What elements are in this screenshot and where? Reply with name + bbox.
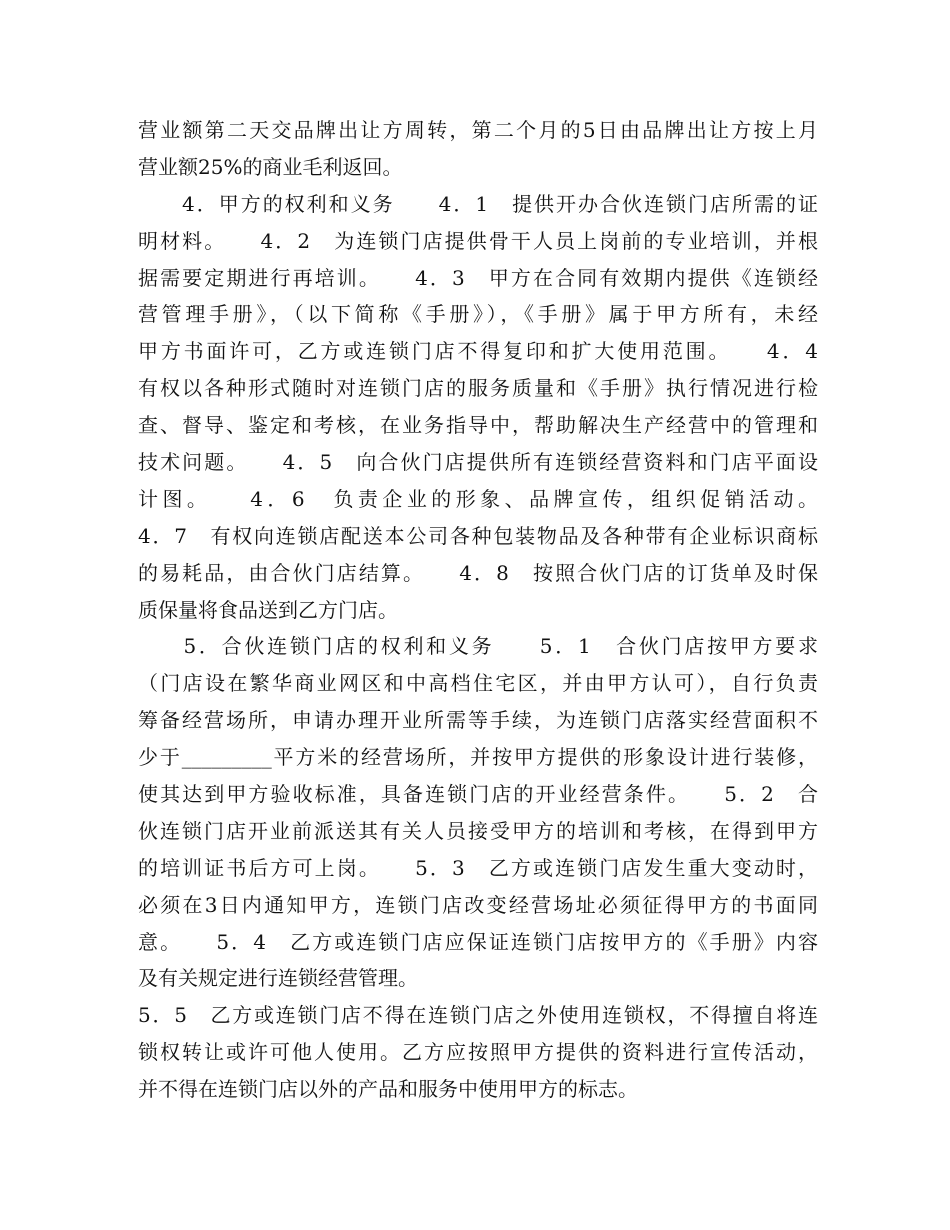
text-line: 质保量将食品送到乙方门店。	[138, 597, 398, 622]
text-line: 的培训证书后方可上岗。 5．3 乙方或连锁门店发生重大变动时，	[138, 855, 818, 880]
text-line: 锁权转让或许可他人使用。乙方应按照甲方提供的资料进行宣传活动，	[138, 1040, 818, 1065]
text-line: 必须在3日内通知甲方，连锁门店改变经营场址必须征得甲方的书面同	[138, 892, 818, 917]
text-line: 明材料。 4．2 为连锁门店提供骨干人员上岗前的专业培训，并根	[138, 228, 818, 253]
text-line: 据需要定期进行再培训。 4．3 甲方在合同有效期内提供《连锁经	[138, 265, 818, 290]
text-line: 营管理手册》，（以下简称《手册》），《手册》属于甲方所有，未经	[138, 302, 818, 327]
text-line: （门店设在繁华商业网区和中高档住宅区，并由甲方认可），自行负责	[138, 671, 818, 696]
text-line: 技术问题。 4．5 向合伙门店提供所有连锁经营资料和门店平面设	[138, 450, 818, 475]
text-line: 甲方书面许可，乙方或连锁门店不得复印和扩大使用范围。 4．4	[138, 339, 818, 364]
text-line: 5．合伙连锁门店的权利和义务 5．1 合伙门店按甲方要求	[138, 634, 818, 659]
text-line: 营业额25%的商业毛利返回。	[138, 154, 403, 179]
text-line: 4．甲方的权利和义务 4．1 提供开办合伙连锁门店所需的证	[138, 191, 818, 216]
text-line: 营业额第二天交品牌出让方周转，第二个月的5日由品牌出让方按上月	[138, 118, 818, 142]
text-line: 伙连锁门店开业前派送其有关人员接受甲方的培训和考核，在得到甲方	[138, 818, 818, 843]
text-line: 计图。 4．6 负责企业的形象、品牌宣传，组织促销活动。	[138, 486, 818, 511]
text-line: 5．5 乙方或连锁门店不得在连锁门店之外使用连锁权，不得擅自将连	[138, 1003, 818, 1028]
text-line: 的易耗品，由合伙门店结算。 4．8 按照合伙门店的订货单及时保	[138, 560, 818, 585]
text-line: 使其达到甲方验收标准，具备连锁门店的开业经营条件。 5．2 合	[138, 782, 818, 807]
text-line: 筹备经营场所，申请办理开业所需等手续，为连锁门店落实经营面积不	[138, 708, 818, 733]
text-line: 4．7 有权向连锁店配送本公司各种包装物品及各种带有企业标识商标	[138, 523, 818, 548]
text-line: 及有关规定进行连锁经营管理。	[138, 966, 418, 991]
text-line: 并不得在连锁门店以外的产品和服务中使用甲方的标志。	[138, 1077, 638, 1102]
text-line: 意。 5．4 乙方或连锁门店应保证连锁门店按甲方的《手册》内容	[138, 929, 818, 954]
text-line: 有权以各种形式随时对连锁门店的服务质量和《手册》执行情况进行检	[138, 376, 818, 401]
text-line: 少于_________平方米的经营场所，并按甲方提供的形象设计进行装修，	[138, 745, 818, 770]
document-page	[138, 112, 818, 1108]
text-line: 查、督导、鉴定和考核，在业务指导中，帮助解决生产经营中的管理和	[138, 413, 818, 438]
